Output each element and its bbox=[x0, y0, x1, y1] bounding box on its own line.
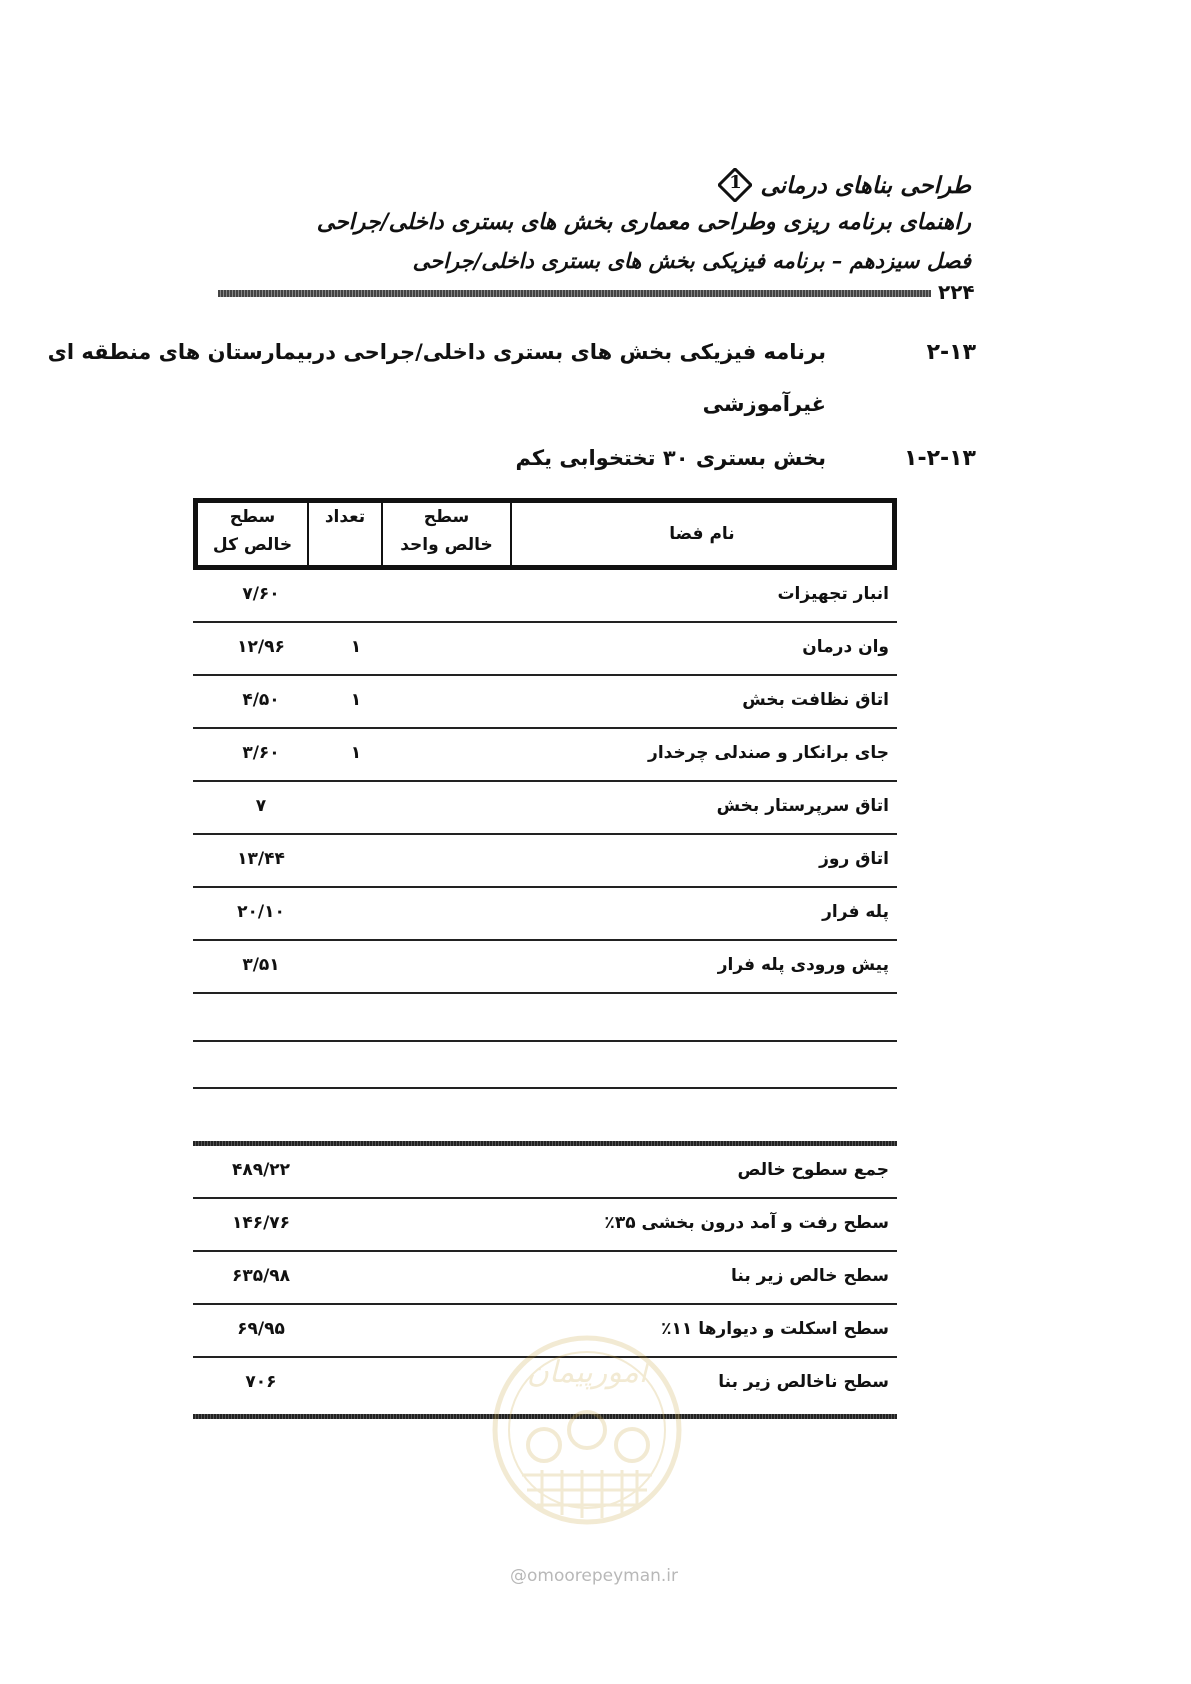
table-row bbox=[193, 570, 897, 623]
subsection-number: ۱-۲-۱۳ bbox=[904, 446, 976, 471]
subsection-title: بخش بستری ۳۰ تختخوابی یکم bbox=[515, 446, 826, 470]
space-total-area: ۲۰/۱۰ bbox=[237, 902, 285, 922]
space-count: ۱ bbox=[350, 637, 362, 657]
summary-value: ۷۰۶ bbox=[245, 1372, 277, 1392]
volume-number: 1 bbox=[729, 172, 742, 193]
space-name: جای برانکار و صندلی چرخدار bbox=[648, 743, 889, 763]
space-total-area: ۳/۵۱ bbox=[242, 955, 280, 975]
table-row bbox=[193, 941, 897, 994]
section-title-line1: برنامه فیزیکی بخش های بستری داخلی/جراحی دربیمارستان های منطقه ای bbox=[47, 340, 826, 364]
summary-value: ۱۴۶/۷۶ bbox=[231, 1213, 291, 1233]
space-name: اتاق نظافت بخش bbox=[742, 690, 889, 710]
space-count: ۱ bbox=[350, 743, 362, 763]
space-total-area: ۷ bbox=[255, 796, 267, 816]
space-name: پیش ورودی پله فرار bbox=[717, 955, 889, 975]
book-title: راهنمای برنامه ریزی وطراحی معماری بخش های بستری داخلی/جراحی bbox=[316, 209, 971, 235]
chapter-title: فصل سیزدهم – برنامه فیزیکی بخش های بستری داخلی/جراحی bbox=[412, 248, 971, 273]
header-separator bbox=[307, 503, 309, 565]
series-title-line bbox=[718, 168, 971, 202]
header-total-area-line1: سطح bbox=[229, 507, 276, 527]
space-name: انبار تجهیزات bbox=[777, 584, 889, 604]
table-row bbox=[193, 782, 897, 835]
space-total-area: ۴/۵۰ bbox=[242, 690, 280, 710]
watermark-logo-icon bbox=[482, 1320, 692, 1560]
summary-row bbox=[193, 1252, 897, 1305]
header-count: تعداد bbox=[324, 507, 366, 527]
summary-label: جمع سطوح خالص bbox=[737, 1160, 889, 1180]
space-total-area: ۳/۶۰ bbox=[242, 743, 280, 763]
table-row bbox=[193, 676, 897, 729]
space-name: اتاق سرپرستار بخش bbox=[716, 796, 889, 816]
table-row bbox=[193, 623, 897, 676]
space-total-area: ۷/۶۰ bbox=[242, 584, 280, 604]
summary-row bbox=[193, 1146, 897, 1199]
table-row bbox=[193, 729, 897, 782]
watermark-url: @omoorepeyman.ir bbox=[510, 1566, 679, 1586]
table-row-empty bbox=[193, 994, 897, 1042]
header-unit-area bbox=[383, 503, 510, 565]
header-total-area-line2: خالص کل bbox=[212, 535, 293, 555]
table-header bbox=[193, 498, 897, 570]
header-unit-area-line1: سطح bbox=[423, 507, 470, 527]
watermark-logo-text: امورپیمان bbox=[526, 1355, 648, 1390]
table-row-empty bbox=[193, 1042, 897, 1089]
summary-row bbox=[193, 1199, 897, 1252]
summary-label: سطح خالص زیر بنا bbox=[731, 1266, 889, 1286]
header-separator bbox=[381, 503, 383, 565]
volume-badge bbox=[718, 168, 752, 202]
header-unit-area-line2: خالص واحد bbox=[400, 535, 493, 555]
table-row bbox=[193, 835, 897, 888]
header-space-name: نام فضا bbox=[669, 524, 735, 544]
space-name: وان درمان bbox=[802, 637, 889, 657]
header-separator bbox=[510, 503, 512, 565]
space-name: پله فرار bbox=[822, 902, 889, 922]
section-title-line2: غیرآموزشی bbox=[702, 392, 826, 416]
summary-label: سطح اسکلت و دیوارها ۱۱٪ bbox=[661, 1319, 889, 1339]
header-rule bbox=[218, 290, 931, 297]
space-count: ۱ bbox=[350, 690, 362, 710]
summary-value: ۴۸۹/۲۲ bbox=[231, 1160, 291, 1180]
summary-label: سطح رفت و آمد درون بخشی ۳۵٪ bbox=[604, 1213, 889, 1233]
space-name: اتاق روز bbox=[819, 849, 889, 869]
table-row bbox=[193, 888, 897, 941]
section-number: ۲-۱۳ bbox=[926, 340, 976, 365]
series-title: طراحی بناهای درمانی bbox=[760, 171, 971, 199]
space-total-area: ۱۳/۴۴ bbox=[237, 849, 285, 869]
summary-value: ۶۹/۹۵ bbox=[237, 1319, 285, 1339]
space-total-area: ۱۲/۹۶ bbox=[237, 637, 285, 657]
page-number: ۲۲۴ bbox=[938, 280, 975, 304]
header-total-area bbox=[198, 503, 307, 565]
summary-value: ۶۳۵/۹۸ bbox=[231, 1266, 291, 1286]
summary-label: سطح ناخالص زیر بنا bbox=[718, 1372, 889, 1392]
